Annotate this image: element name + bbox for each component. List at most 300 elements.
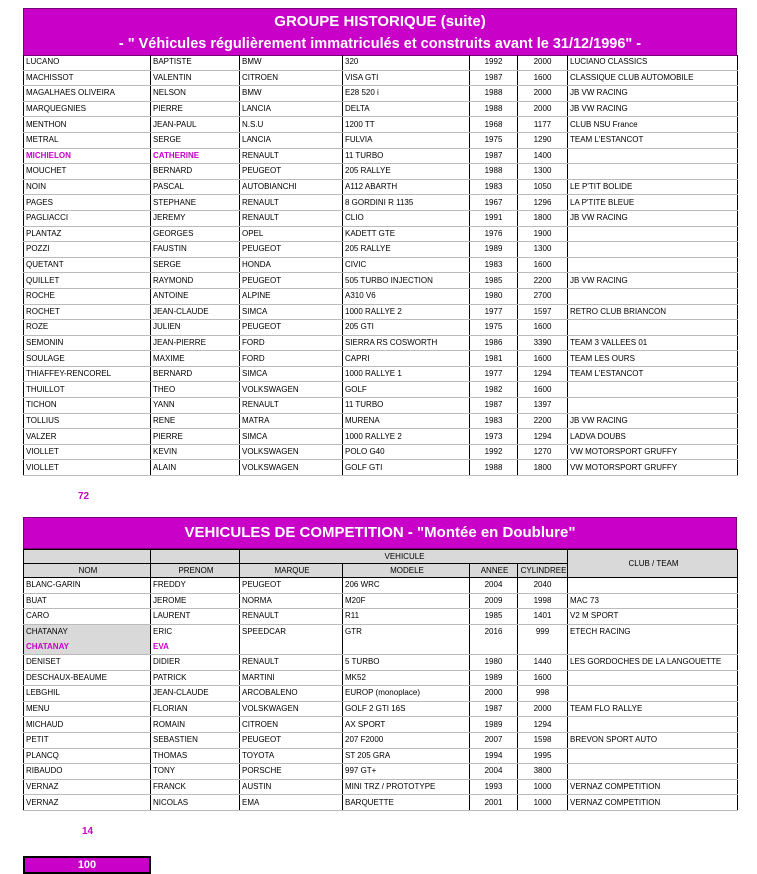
cell-club	[568, 748, 738, 764]
cell-modele: E28 520 i	[343, 86, 470, 102]
grand-total: 100	[23, 856, 151, 874]
table-row	[24, 304, 738, 320]
cell-annee: 1989	[470, 242, 518, 258]
cell-marque: ALPINE	[240, 288, 343, 304]
cell-prenom: MAXIME	[151, 351, 240, 367]
cell-marque: PORSCHE	[240, 764, 343, 780]
cell-club: VW MOTORSPORT GRUFFY	[568, 460, 738, 476]
cell-nom: PETIT	[24, 732, 151, 748]
cell-prenom: THEO	[151, 382, 240, 398]
cell-annee: 1985	[470, 273, 518, 289]
header-annee: ANNEE	[470, 564, 518, 578]
cell-modele: AX SPORT	[343, 717, 470, 733]
cell-marque	[240, 639, 343, 654]
cell-nom: SOULAGE	[24, 351, 151, 367]
cell-annee: 2004	[470, 578, 518, 594]
table-row	[24, 593, 738, 609]
table-row	[24, 101, 738, 117]
cell-club: CLASSIQUE CLUB AUTOMOBILE	[568, 70, 738, 86]
table-row	[24, 366, 738, 382]
cell-marque: VOLKSWAGEN	[240, 382, 343, 398]
cell-annee: 1968	[470, 117, 518, 133]
cell-nom: CARO	[24, 609, 151, 625]
cell-modele: CLIO	[343, 210, 470, 226]
cell-prenom: JEROME	[151, 593, 240, 609]
table-row	[24, 210, 738, 226]
cell-marque: PEUGEOT	[240, 242, 343, 258]
header-modele: MODELE	[343, 564, 470, 578]
cell-prenom: PIERRE	[151, 429, 240, 445]
cell-annee: 1994	[470, 748, 518, 764]
cell-marque: LANCIA	[240, 101, 343, 117]
header-club: CLUB / TEAM	[568, 550, 738, 578]
cell-club: LUCIANO CLASSICS	[568, 55, 738, 70]
cell-prenom: SERGE	[151, 132, 240, 148]
cell-annee: 1975	[470, 320, 518, 336]
cell-cylindree: 1598	[518, 732, 568, 748]
cell-prenom: KEVIN	[151, 444, 240, 460]
cell-nom: VERNAZ	[24, 795, 151, 811]
cell-modele: 205 RALLYE	[343, 164, 470, 180]
table-row	[24, 701, 738, 717]
table-row	[24, 164, 738, 180]
cell-annee: 2007	[470, 732, 518, 748]
cell-cylindree: 1294	[518, 429, 568, 445]
cell-annee: 1987	[470, 701, 518, 717]
cell-marque: OPEL	[240, 226, 343, 242]
cell-marque: N.S.U	[240, 117, 343, 133]
table-row	[24, 764, 738, 780]
header-blank	[151, 550, 240, 564]
cell-prenom: PASCAL	[151, 179, 240, 195]
table-row	[24, 55, 738, 70]
cell-modele: 11 TURBO	[343, 148, 470, 164]
cell-club: JB VW RACING	[568, 413, 738, 429]
cell-club: V2 M SPORT	[568, 609, 738, 625]
cell-annee: 1980	[470, 288, 518, 304]
cell-prenom: VALENTIN	[151, 70, 240, 86]
cell-marque: AUTOBIANCHI	[240, 179, 343, 195]
cell-annee: 1987	[470, 148, 518, 164]
cell-marque: NORMA	[240, 593, 343, 609]
cell-prenom: JEAN-PAUL	[151, 117, 240, 133]
cell-marque: SIMCA	[240, 304, 343, 320]
cell-modele: KADETT GTE	[343, 226, 470, 242]
cell-modele: 206 WRC	[343, 578, 470, 594]
table-row	[24, 335, 738, 351]
cell-marque: RENAULT	[240, 148, 343, 164]
cell-cylindree: 1600	[518, 70, 568, 86]
cell-marque: SPEEDCAR	[240, 624, 343, 639]
cell-prenom: DIDIER	[151, 654, 240, 670]
cell-club: JB VW RACING	[568, 101, 738, 117]
cell-nom: PLANCQ	[24, 748, 151, 764]
cell-club	[568, 148, 738, 164]
cell-marque: VOLSKWAGEN	[240, 701, 343, 717]
cell-club: JB VW RACING	[568, 273, 738, 289]
cell-modele: 205 GTI	[343, 320, 470, 336]
cell-modele: 320	[343, 55, 470, 70]
cell-cylindree: 1600	[518, 670, 568, 686]
cell-club: JB VW RACING	[568, 86, 738, 102]
cell-nom: RIBAUDO	[24, 764, 151, 780]
table-row	[24, 444, 738, 460]
cell-modele: 207 F2000	[343, 732, 470, 748]
cell-cylindree: 2000	[518, 86, 568, 102]
table-row	[24, 413, 738, 429]
cell-prenom: SERGE	[151, 257, 240, 273]
cell-club	[568, 164, 738, 180]
header-cylindree: CYLINDREE	[518, 564, 568, 578]
cell-nom: CHATANAY	[24, 639, 151, 654]
cell-prenom: FAUSTIN	[151, 242, 240, 258]
cell-prenom: CATHERINE	[151, 148, 240, 164]
cell-nom: MOUCHET	[24, 164, 151, 180]
cell-marque: MARTINI	[240, 670, 343, 686]
table-row	[24, 670, 738, 686]
table-row	[24, 624, 738, 639]
cell-cylindree: 1900	[518, 226, 568, 242]
cell-cylindree: 1290	[518, 132, 568, 148]
cell-cylindree: 2200	[518, 273, 568, 289]
cell-nom: DENISET	[24, 654, 151, 670]
cell-annee: 2001	[470, 795, 518, 811]
table-row	[24, 686, 738, 702]
cell-club	[568, 320, 738, 336]
cell-club	[568, 764, 738, 780]
cell-nom: VALZER	[24, 429, 151, 445]
cell-prenom: BERNARD	[151, 366, 240, 382]
cell-nom: NOIN	[24, 179, 151, 195]
cell-nom: VIOLLET	[24, 460, 151, 476]
cell-nom: PAGLIACCI	[24, 210, 151, 226]
cell-club: VERNAZ COMPETITION	[568, 795, 738, 811]
cell-modele: MURENA	[343, 413, 470, 429]
cell-marque: RENAULT	[240, 398, 343, 414]
cell-prenom: ROMAIN	[151, 717, 240, 733]
cell-modele: 5 TURBO	[343, 654, 470, 670]
cell-club: TEAM LES OURS	[568, 351, 738, 367]
competition-table	[23, 549, 738, 811]
cell-annee: 1992	[470, 55, 518, 70]
cell-nom: CHATANAY	[24, 624, 151, 639]
cell-cylindree: 1597	[518, 304, 568, 320]
cell-modele: 11 TURBO	[343, 398, 470, 414]
cell-prenom: THOMAS	[151, 748, 240, 764]
cell-annee: 1989	[470, 717, 518, 733]
cell-annee: 1973	[470, 429, 518, 445]
cell-prenom: NELSON	[151, 86, 240, 102]
table-row	[24, 382, 738, 398]
cell-nom: ROCHET	[24, 304, 151, 320]
cell-marque: SIMCA	[240, 429, 343, 445]
cell-club: VW MOTORSPORT GRUFFY	[568, 444, 738, 460]
cell-nom: METRAL	[24, 132, 151, 148]
table-row	[24, 717, 738, 733]
cell-cylindree: 1401	[518, 609, 568, 625]
cell-club: LE P'TIT BOLIDE	[568, 179, 738, 195]
cell-nom: VIOLLET	[24, 444, 151, 460]
cell-annee: 1992	[470, 444, 518, 460]
cell-cylindree: 2000	[518, 55, 568, 70]
cell-marque: TOYOTA	[240, 748, 343, 764]
cell-marque: PEUGEOT	[240, 164, 343, 180]
cell-marque: PEUGEOT	[240, 578, 343, 594]
cell-annee: 1993	[470, 779, 518, 795]
cell-prenom: ANTOINE	[151, 288, 240, 304]
cell-club: TEAM L'ESTANCOT	[568, 132, 738, 148]
cell-prenom: JEAN-PIERRE	[151, 335, 240, 351]
cell-club	[568, 288, 738, 304]
cell-marque: SIMCA	[240, 366, 343, 382]
section2-count: 14	[82, 826, 94, 837]
cell-club: CLUB NSU France	[568, 117, 738, 133]
cell-modele: 997 GT+	[343, 764, 470, 780]
cell-nom: MACHISSOT	[24, 70, 151, 86]
historic-table	[23, 55, 738, 476]
cell-nom: LUCANO	[24, 55, 151, 70]
cell-club: ETECH RACING	[568, 624, 738, 639]
cell-modele: CAPRI	[343, 351, 470, 367]
cell-prenom: BERNARD	[151, 164, 240, 180]
table-row	[24, 398, 738, 414]
cell-annee	[470, 639, 518, 654]
cell-cylindree: 999	[518, 624, 568, 639]
cell-modele: 1000 RALLYE 2	[343, 429, 470, 445]
cell-marque: RENAULT	[240, 654, 343, 670]
cell-club: LADVA DOUBS	[568, 429, 738, 445]
cell-club	[568, 717, 738, 733]
cell-annee: 2009	[470, 593, 518, 609]
cell-nom: MARQUEGNIES	[24, 101, 151, 117]
cell-club	[568, 257, 738, 273]
cell-club	[568, 226, 738, 242]
table-row	[24, 320, 738, 336]
cell-modele: GTR	[343, 624, 470, 639]
cell-cylindree: 1600	[518, 257, 568, 273]
cell-nom: THUILLOT	[24, 382, 151, 398]
cell-modele: 1000 RALLYE 2	[343, 304, 470, 320]
table-row	[24, 117, 738, 133]
cell-cylindree: 1300	[518, 164, 568, 180]
cell-club: TEAM 3 VALLEES 01	[568, 335, 738, 351]
cell-prenom: YANN	[151, 398, 240, 414]
cell-prenom: PATRICK	[151, 670, 240, 686]
table-row	[24, 639, 738, 654]
cell-modele: 205 RALLYE	[343, 242, 470, 258]
table-row	[24, 609, 738, 625]
cell-prenom: JULIEN	[151, 320, 240, 336]
cell-marque: PEUGEOT	[240, 732, 343, 748]
cell-modele: 8 GORDINI R 1135	[343, 195, 470, 211]
cell-cylindree: 1000	[518, 795, 568, 811]
cell-club: BREVON SPORT AUTO	[568, 732, 738, 748]
cell-cylindree: 2000	[518, 101, 568, 117]
cell-cylindree: 1296	[518, 195, 568, 211]
cell-cylindree: 1600	[518, 351, 568, 367]
header-vehicule: VEHICULE	[240, 550, 568, 564]
header-blank	[24, 550, 151, 564]
cell-cylindree: 1300	[518, 242, 568, 258]
cell-annee: 1988	[470, 460, 518, 476]
cell-cylindree: 1270	[518, 444, 568, 460]
cell-prenom: FLORIAN	[151, 701, 240, 717]
table-row	[24, 179, 738, 195]
cell-annee: 1983	[470, 257, 518, 273]
cell-marque: CITROEN	[240, 70, 343, 86]
cell-modele: CIVIC	[343, 257, 470, 273]
cell-annee: 1987	[470, 398, 518, 414]
cell-cylindree: 2700	[518, 288, 568, 304]
cell-prenom: JEREMY	[151, 210, 240, 226]
table-row	[24, 86, 738, 102]
cell-annee: 1988	[470, 164, 518, 180]
cell-prenom: TONY	[151, 764, 240, 780]
cell-prenom: RAYMOND	[151, 273, 240, 289]
cell-marque: BMW	[240, 86, 343, 102]
cell-club	[568, 670, 738, 686]
cell-prenom: RENE	[151, 413, 240, 429]
cell-nom: QUILLET	[24, 273, 151, 289]
cell-annee: 1983	[470, 179, 518, 195]
cell-annee: 2004	[470, 764, 518, 780]
cell-cylindree: 1294	[518, 366, 568, 382]
cell-cylindree: 1800	[518, 210, 568, 226]
section1-title: GROUPE HISTORIQUE (suite)	[274, 13, 486, 30]
cell-marque: AUSTIN	[240, 779, 343, 795]
cell-nom: MICHAUD	[24, 717, 151, 733]
cell-modele: 1200 TT	[343, 117, 470, 133]
table-row	[24, 273, 738, 289]
cell-marque: LANCIA	[240, 132, 343, 148]
cell-nom: ROZE	[24, 320, 151, 336]
table-row	[24, 795, 738, 811]
cell-cylindree: 1397	[518, 398, 568, 414]
cell-prenom: EVA	[151, 639, 240, 654]
cell-modele: 1000 RALLYE 1	[343, 366, 470, 382]
cell-nom: BUAT	[24, 593, 151, 609]
cell-modele: MK52	[343, 670, 470, 686]
cell-annee: 1982	[470, 382, 518, 398]
table-row	[24, 429, 738, 445]
header-prenom: PRENOM	[151, 564, 240, 578]
cell-nom: MAGALHAES OLIVEIRA	[24, 86, 151, 102]
cell-prenom: NICOLAS	[151, 795, 240, 811]
cell-marque: ARCOBALENO	[240, 686, 343, 702]
cell-annee: 1985	[470, 609, 518, 625]
cell-marque: MATRA	[240, 413, 343, 429]
cell-annee: 1988	[470, 86, 518, 102]
table-row	[24, 732, 738, 748]
cell-annee: 1981	[470, 351, 518, 367]
cell-prenom: FRANCK	[151, 779, 240, 795]
cell-cylindree: 1400	[518, 148, 568, 164]
cell-annee: 1977	[470, 304, 518, 320]
cell-nom: LEBGHIL	[24, 686, 151, 702]
cell-modele: GOLF 2 GTI 16S	[343, 701, 470, 717]
table-row	[24, 132, 738, 148]
cell-cylindree: 2040	[518, 578, 568, 594]
cell-marque: CITROEN	[240, 717, 343, 733]
table-row	[24, 779, 738, 795]
cell-annee: 2016	[470, 624, 518, 639]
cell-marque: FORD	[240, 351, 343, 367]
cell-prenom: ALAIN	[151, 460, 240, 476]
cell-club	[568, 639, 738, 654]
cell-prenom: GEORGES	[151, 226, 240, 242]
table-row	[24, 578, 738, 594]
cell-club: LA P'TITE BLEUE	[568, 195, 738, 211]
section1-count: 72	[78, 491, 90, 502]
cell-cylindree: 1000	[518, 779, 568, 795]
cell-annee: 1991	[470, 210, 518, 226]
cell-marque: PEUGEOT	[240, 320, 343, 336]
table-row	[24, 351, 738, 367]
table-row	[24, 70, 738, 86]
table-row	[24, 748, 738, 764]
cell-club: MAC 73	[568, 593, 738, 609]
cell-prenom: STEPHANE	[151, 195, 240, 211]
cell-cylindree: 1440	[518, 654, 568, 670]
table-row	[24, 288, 738, 304]
section2-title: VEHICULES DE COMPETITION - "Montée en Doublure"	[184, 524, 576, 541]
cell-cylindree: 1995	[518, 748, 568, 764]
cell-club: JB VW RACING	[568, 210, 738, 226]
cell-prenom: JEAN-CLAUDE	[151, 304, 240, 320]
cell-nom: TICHON	[24, 398, 151, 414]
cell-prenom: ERIC	[151, 624, 240, 639]
cell-nom: VERNAZ	[24, 779, 151, 795]
cell-annee: 1986	[470, 335, 518, 351]
cell-nom: SEMONIN	[24, 335, 151, 351]
cell-prenom: LAURENT	[151, 609, 240, 625]
cell-club	[568, 686, 738, 702]
cell-club: RETRO CLUB BRIANCON	[568, 304, 738, 320]
table-row	[24, 460, 738, 476]
table-row	[24, 148, 738, 164]
section2-banner	[23, 517, 737, 549]
cell-annee: 1975	[470, 132, 518, 148]
cell-nom: TOLLIUS	[24, 413, 151, 429]
cell-modele: A310 V6	[343, 288, 470, 304]
section1-banner	[23, 8, 737, 56]
cell-club	[568, 398, 738, 414]
cell-modele: R11	[343, 609, 470, 625]
cell-annee: 1983	[470, 413, 518, 429]
cell-club: LES GORDOCHES DE LA LANGOUETTE	[568, 654, 738, 670]
cell-modele: EUROP (monoplace)	[343, 686, 470, 702]
cell-nom: MENU	[24, 701, 151, 717]
cell-club	[568, 242, 738, 258]
cell-marque: EMA	[240, 795, 343, 811]
cell-annee: 1976	[470, 226, 518, 242]
cell-cylindree: 2200	[518, 413, 568, 429]
table-row	[24, 226, 738, 242]
cell-nom: THIAFFEY-RENCOREL	[24, 366, 151, 382]
cell-cylindree: 3800	[518, 764, 568, 780]
cell-marque: VOLKSWAGEN	[240, 444, 343, 460]
cell-annee: 1967	[470, 195, 518, 211]
cell-nom: MENTHON	[24, 117, 151, 133]
cell-nom: POZZI	[24, 242, 151, 258]
cell-modele: A112 ABARTH	[343, 179, 470, 195]
cell-prenom: BAPTISTE	[151, 55, 240, 70]
cell-annee: 1980	[470, 654, 518, 670]
cell-club	[568, 382, 738, 398]
cell-cylindree: 1998	[518, 593, 568, 609]
cell-prenom: JEAN-CLAUDE	[151, 686, 240, 702]
cell-cylindree: 1050	[518, 179, 568, 195]
